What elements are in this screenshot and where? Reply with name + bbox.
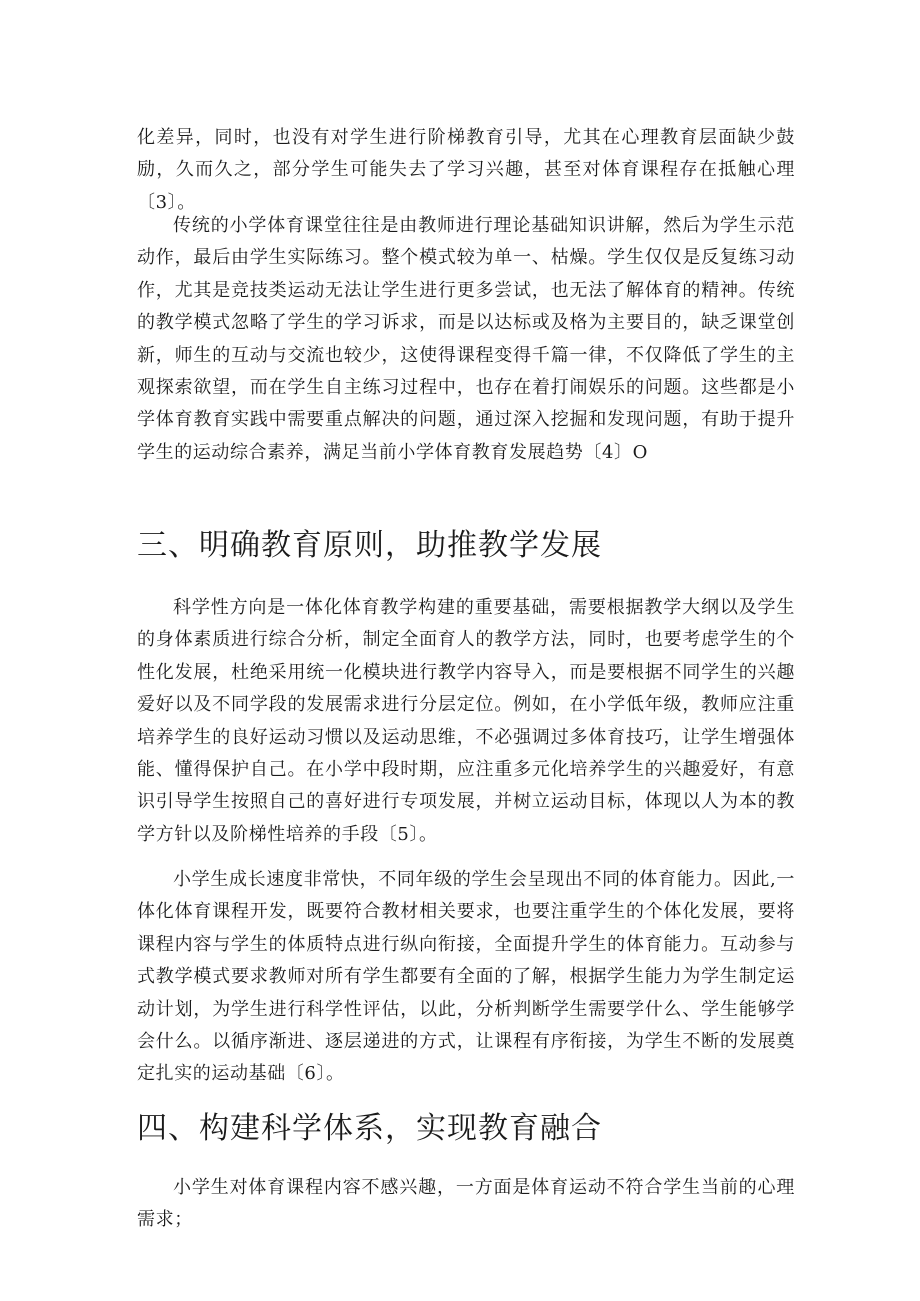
body-paragraph: 科学性方向是一体化体育教学构建的重要基础，需要根据教学大纲以及学生的身体素质进行综合分析，制定全面育人的教学方法，同时，也要考虑学生的个性化发展，杜绝采用统一化模块进行教学内容导入，而是要根据不同学生的兴趣爱好以及不同学段的发展需求进行分层定位。例如，在小学低年级，教师应注重培养学生的良好运动习惯以及运动思维，不必强调过多体育技巧，让学生增强体能、懂得保护自己。在小学中段时期，应注重多元化培养学生的兴趣爱好，有意识引导学生按照自己的喜好进行专项发展，并树立运动目标，体现以人为本的教学方针以及阶梯性培养的手段〔5〕。 <box>137 597 795 845</box>
body-paragraph: 化差异，同时，也没有对学生进行阶梯教育引导，尤其在心理教育层面缺少鼓励，久而久之，部分学生可能失去了学习兴趣，甚至对体育课程存在抵触心理〔3〕。 <box>137 127 795 213</box>
section-heading: 四、构建科学体系，实现教育融合 <box>137 1111 602 1146</box>
body-paragraph: 小学生对体育课程内容不感兴趣，一方面是体育运动不符合学生当前的心理需求； <box>137 1177 795 1231</box>
section-heading: 三、明确教育原则，助推教学发展 <box>137 528 602 563</box>
body-paragraph: 小学生成长速度非常快，不同年级的学生会呈现出不同的体育能力。因此,一体化体育课程开发，既要符合教材相关要求，也要注重学生的个体化发展，要将课程内容与学生的体质特点进行纵向衔接，全面提升学生的体育能力。互动参与式教学模式要求教师对所有学生都要有全面的了解，根据学生能力为学生制定运动计划，为学生进行科学性评估，以此，分析判断学生需要学什么、学生能够学会什么。以循序渐进、逐层递进的方式，让课程有序衔接，为学生不断的发展奠定扎实的运动基础〔6〕。 <box>137 869 795 1085</box>
body-paragraph: 传统的小学体育课堂往往是由教师进行理论基础知识讲解，然后为学生示范动作，最后由学生实际练习。整个模式较为单一、枯燥。学生仅仅是反复练习动作，尤其是竞技类运动无法让学生进行更多尝试，也无法了解体育的精神。传统的教学模式忽略了学生的学习诉求，而是以达标或及格为主要目的，缺乏课堂创新，师生的互动与交流也较少，这使得课程变得千篇一律，不仅降低了学生的主观探索欲望，而在学生自主练习过程中，也存在着打闹娱乐的问题。这些都是小学体育教育实践中需要重点解决的问题，通过深入挖掘和发现问题，有助于提升学生的运动综合素养，满足当前小学体育教育发展趋势〔4〕O <box>137 215 795 463</box>
